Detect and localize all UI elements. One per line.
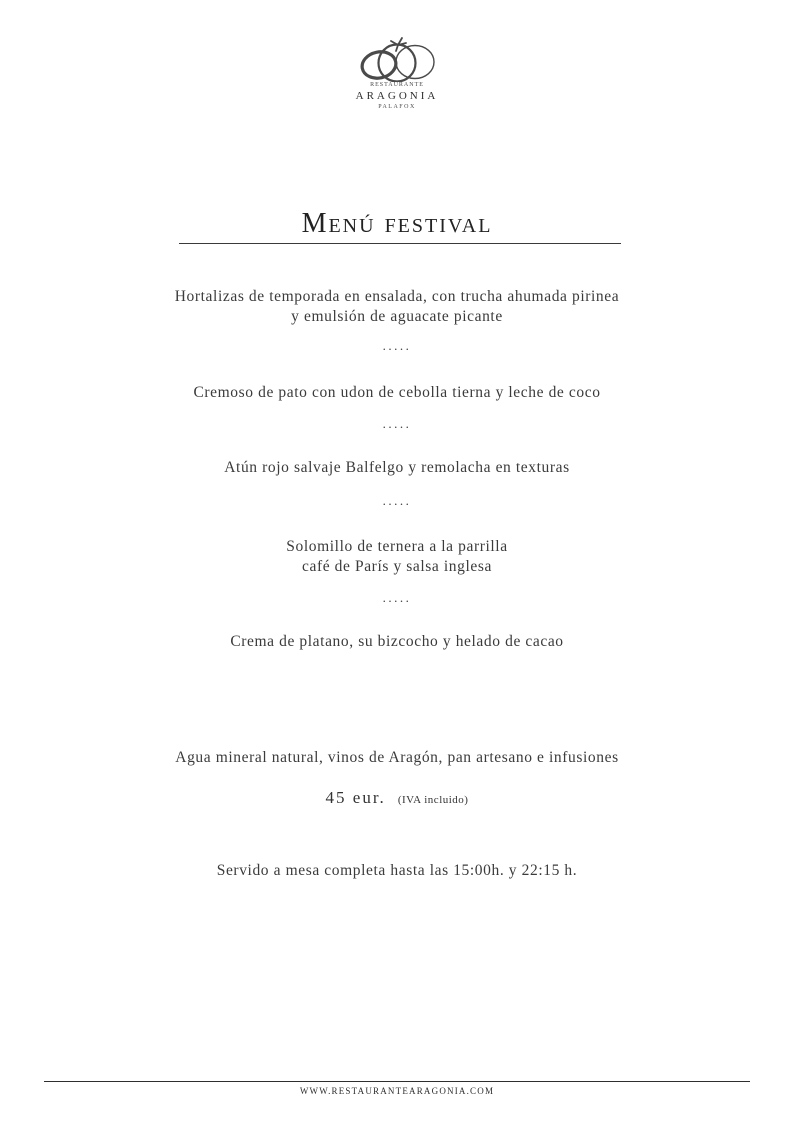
course-line: Crema de platano, su bizcocho y helado de cacao	[230, 633, 564, 650]
beverages-note: Agua mineral natural, vinos de Aragón, pan artesano e infusiones	[175, 749, 619, 766]
footer-rule	[44, 1081, 750, 1082]
logo-tagline-top: RESTAURANTE	[370, 82, 424, 88]
course-item-4	[0, 537, 794, 576]
title-block	[0, 208, 794, 240]
tax-note: (IVA incluido)	[397, 794, 469, 806]
course-line: Solomillo de ternera a la parrilla	[286, 538, 508, 555]
course-line: Hortalizas de temporada en ensalada, con trucha ahumada pirinea	[174, 288, 620, 305]
course-item-3	[0, 458, 794, 478]
course-item-2	[0, 383, 794, 403]
course-line: café de París y salsa inglesa	[302, 557, 492, 575]
title-underline	[179, 243, 621, 244]
course-separator: .....	[382, 416, 412, 431]
tomato-sketch-icon	[355, 36, 439, 82]
course-line: Atún rojo salvaje Balfelgo y remolacha en texturas	[224, 459, 570, 476]
logo-tagline-bottom: PALAFOX	[378, 104, 416, 110]
website-url: WWW.RESTAURANTEARAGONIA.COM	[299, 1086, 495, 1096]
logo-name: ARAGONIA	[355, 90, 439, 102]
course-line: y emulsión de aguacate picante	[291, 307, 503, 325]
price-amount: 45 eur.	[325, 788, 386, 807]
course-separator: .....	[382, 338, 412, 353]
restaurant-logo	[0, 36, 794, 111]
service-note: Servido a mesa completa hasta las 15:00h. y 22:15 h.	[216, 862, 578, 879]
menu-title: Menú festival	[301, 208, 493, 239]
course-line: Cremoso de pato con udon de cebolla tierna y leche de coco	[193, 384, 601, 401]
course-item-5	[0, 632, 794, 652]
course-item-1	[0, 287, 794, 326]
course-separator: .....	[382, 590, 412, 605]
course-separator: .....	[382, 493, 412, 508]
price-line	[0, 788, 794, 808]
